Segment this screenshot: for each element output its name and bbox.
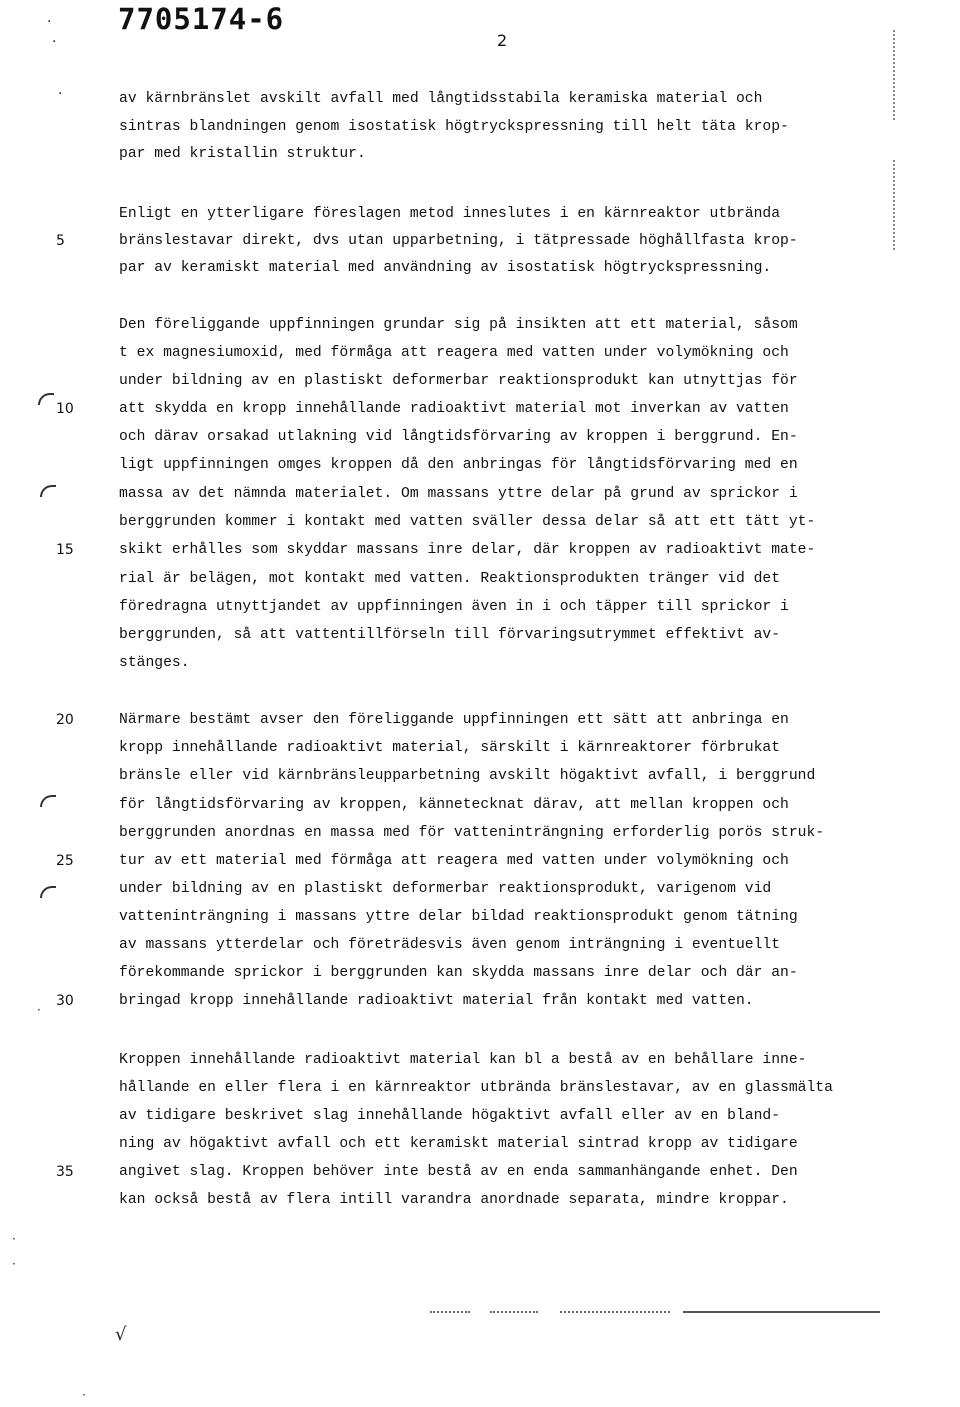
document-number: 7705174-6 xyxy=(118,2,285,36)
page-number: 2 xyxy=(497,31,508,50)
text-line: ligt uppfinningen omges kroppen då den anbringas för långtidsförvaring med en xyxy=(119,457,798,473)
text-line: ning av högaktivt avfall och ett keramiskt material sintrad kropp av tidigare xyxy=(119,1136,798,1152)
text-line: föredragna utnyttjandet av uppfinningen även in i och täpper till sprickor i xyxy=(119,599,789,615)
text-line: berggrunden kommer i kontakt med vatten sväller dessa delar så att ett tätt yt- xyxy=(119,514,816,530)
margin-bracket xyxy=(38,393,54,405)
margin-line-number: 35 xyxy=(56,1164,74,1180)
text-line: och därav orsakad utlakning vid långtidsförvaring av kroppen i berggrund. En- xyxy=(119,429,798,445)
text-line: angivet slag. Kroppen behöver inte bestå av en enda sammanhängande enhet. Den xyxy=(119,1164,798,1180)
text-line: par med kristallin struktur. xyxy=(119,146,366,162)
text-line: rial är belägen, mot kontakt med vatten. Reaktionsprodukten tränger vid det xyxy=(119,571,781,587)
footer-rule xyxy=(430,1311,470,1313)
text-line: bringad kropp innehållande radioaktivt material från kontakt med vatten. xyxy=(119,993,754,1009)
scan-speck: · xyxy=(52,34,57,50)
text-line: tur av ett material med förmåga att reagera med vatten under volymökning och xyxy=(119,853,789,869)
scan-speck: · xyxy=(82,1388,86,1402)
scan-speck: · xyxy=(12,1232,16,1246)
text-line: vatteninträngning i massans yttre delar bildad reaktionsprodukt genom tätning xyxy=(119,909,798,925)
footer-rule xyxy=(490,1311,538,1313)
margin-bracket xyxy=(40,886,56,898)
text-line: bränsle eller vid kärnbränsleupparbetning avskilt högaktivt avfall, i berggrund xyxy=(119,768,816,784)
margin-line-number: 20 xyxy=(56,712,74,728)
text-line: att skydda en kropp innehållande radioaktivt material mot inverkan av vatten xyxy=(119,401,789,417)
footer-rule xyxy=(683,1311,880,1313)
margin-dots xyxy=(893,30,897,120)
text-line: berggrunden, så att vattentillförseln till förvaringsutrymmet effektivt av- xyxy=(119,627,781,643)
margin-bracket xyxy=(40,485,56,497)
text-line: Den föreliggande uppfinningen grundar sig på insikten att ett material, såsom xyxy=(119,317,798,333)
footer-rule xyxy=(560,1311,670,1313)
text-line: för långtidsförvaring av kroppen, kännetecknat därav, att mellan kroppen och xyxy=(119,797,789,813)
margin-bracket xyxy=(40,795,56,807)
margin-line-number: 5 xyxy=(56,233,65,249)
margin-line-number: 10 xyxy=(56,401,74,417)
text-line: under bildning av en plastiskt deformerbar reaktionsprodukt, varigenom vid xyxy=(119,881,772,897)
text-line: berggrunden anordnas en massa med för vatteninträngning erforderlig porös struk- xyxy=(119,825,825,841)
text-line: av massans ytterdelar och företrädesvis även genom inträngning i eventuellt xyxy=(119,937,781,953)
handwritten-mark: √ xyxy=(115,1324,127,1345)
text-line: hållande en eller flera i en kärnreaktor utbrända bränslestavar, av en glassmälta xyxy=(119,1080,833,1096)
text-line: par av keramiskt material med användning av isostatisk högtryckspressning. xyxy=(119,260,772,276)
text-line: Närmare bestämt avser den föreliggande uppfinningen ett sätt att anbringa en xyxy=(119,712,789,728)
text-line: massa av det nämnda materialet. Om massans yttre delar på grund av sprickor i xyxy=(119,486,798,502)
text-line: sintras blandningen genom isostatisk högtryckspressning till helt täta krop- xyxy=(119,119,789,135)
scan-speck: · xyxy=(58,86,63,102)
margin-dots xyxy=(893,160,897,250)
scan-speck: · xyxy=(12,1257,16,1271)
text-line: Kroppen innehållande radioaktivt material kan bl a bestå av en behållare inne- xyxy=(119,1052,807,1068)
scan-speck: · xyxy=(37,1003,41,1017)
scan-speck: · xyxy=(47,14,52,30)
text-line: under bildning av en plastiskt deformerbar reaktionsprodukt kan utnyttjas för xyxy=(119,373,798,389)
text-line: t ex magnesiumoxid, med förmåga att reagera med vatten under volymökning och xyxy=(119,345,789,361)
margin-line-number: 30 xyxy=(56,993,74,1009)
margin-line-number: 25 xyxy=(56,853,74,869)
text-line: Enligt en ytterligare föreslagen metod inneslutes i en kärnreaktor utbrända xyxy=(119,206,781,222)
text-line: förekommande sprickor i berggrunden kan skydda massans inre delar och där an- xyxy=(119,965,798,981)
text-line: av tidigare beskrivet slag innehållande högaktivt avfall eller av en bland- xyxy=(119,1108,781,1124)
text-line: av kärnbränslet avskilt avfall med långtidsstabila keramiska material och xyxy=(119,91,763,107)
text-line: kan också bestå av flera intill varandra anordnade separata, mindre kroppar. xyxy=(119,1192,789,1208)
text-line: skikt erhålles som skyddar massans inre delar, där kroppen av radioaktivt mate- xyxy=(119,542,816,558)
text-line: stänges. xyxy=(119,655,190,671)
text-line: bränslestavar direkt, dvs utan upparbetning, i tätpressade höghållfasta krop- xyxy=(119,233,798,249)
text-line: kropp innehållande radioaktivt material, särskilt i kärnreaktorer förbrukat xyxy=(119,740,781,756)
margin-line-number: 15 xyxy=(56,542,74,558)
